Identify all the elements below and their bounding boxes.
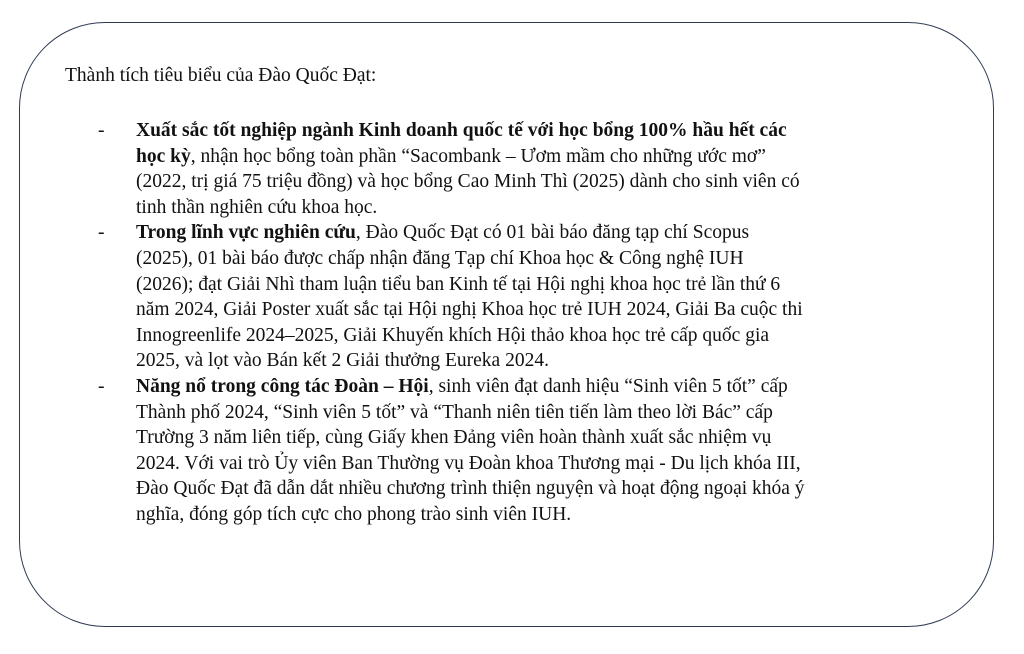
bold-lead: Trong lĩnh vực nghiên cứu (136, 222, 356, 244)
achievement-item-youth-union (98, 374, 958, 528)
text-line (136, 451, 958, 477)
line-text: (2025), 01 bài báo được chấp nhận đăng Tạp chí Khoa học & Công nghệ IUH (136, 247, 744, 269)
text-line (136, 118, 958, 144)
line-text: Đào Quốc Đạt đã dẫn dắt nhiều chương trình thiện nguyện và hoạt động ngoại khóa ý (136, 478, 805, 500)
line-text: (2026); đạt Giải Nhì tham luận tiểu ban Kinh tế tại Hội nghị khoa học trẻ lần thứ 6 (136, 273, 781, 295)
line-text: (2022, trị giá 75 triệu đồng) và học bổng Cao Minh Thì (2025) dành cho sinh viên có (136, 171, 800, 193)
line-text: 2024. Với vai trò Ủy viên Ban Thường vụ Đoàn khoa Thương mại - Du lịch khóa III, (136, 452, 801, 474)
text-line (136, 348, 958, 374)
line-text: Innogreenlife 2024–2025, Giải Khuyến khích Hội thảo khoa học trẻ cấp quốc gia (136, 324, 770, 346)
line-text: 2025, và lọt vào Bán kết 2 Giải thưởng Eureka 2024. (136, 350, 549, 372)
achievements-list (98, 118, 958, 528)
bold-lead: Xuất sắc tốt nghiệp ngành Kinh doanh quốc tế với học bổng 100% hầu hết các (136, 120, 787, 141)
line-text: nghĩa, đóng góp tích cực cho phong trào sinh viên IUH. (136, 503, 572, 525)
bold-lead: Năng nổ trong công tác Đoàn – Hội (136, 375, 429, 397)
bullet-dash: - (98, 222, 105, 244)
text-line (136, 476, 958, 502)
text-line (136, 374, 958, 400)
text-line (136, 246, 958, 272)
line-text: năm 2024, Giải Poster xuất sắc tại Hội nghị Khoa học trẻ IUH 2024, Giải Ba cuộc thi (136, 299, 803, 321)
line-text: , Đào Quốc Đạt có 01 bài báo đăng tạp chí Scopus (355, 222, 750, 244)
line-text: tinh thần nghiên cứu khoa học. (136, 196, 378, 218)
line-text: , sinh viên đạt danh hiệu “Sinh viên 5 tốt” cấp (428, 375, 788, 397)
achievement-item-research (98, 220, 958, 374)
text-line (136, 400, 958, 426)
line-text: , nhận học bổng toàn phần “Sacombank – Ươm mầm cho những ước mơ” (190, 145, 766, 167)
bullet-dash: - (98, 375, 105, 397)
line-text: Trường 3 năm liên tiếp, cùng Giấy khen Đảng viên hoàn thành xuất sắc nhiệm vụ (136, 427, 772, 449)
text-line (136, 144, 958, 170)
text-line (136, 169, 958, 195)
text-line (136, 272, 958, 298)
bullet-dash: - (98, 120, 105, 141)
text-line (136, 297, 958, 323)
achievements-heading: Thành tích tiêu biểu của Đào Quốc Đạt: (65, 65, 377, 86)
text-line (136, 195, 958, 221)
bold-lead: học kỳ (136, 145, 191, 167)
achievement-item-graduation (98, 118, 958, 220)
line-text: Thành phố 2024, “Sinh viên 5 tốt” và “Thanh niên tiên tiến làm theo lời Bác” cấp (136, 401, 773, 423)
text-line (136, 502, 958, 528)
text-line (136, 220, 958, 246)
text-line (136, 323, 958, 349)
text-line (136, 425, 958, 451)
